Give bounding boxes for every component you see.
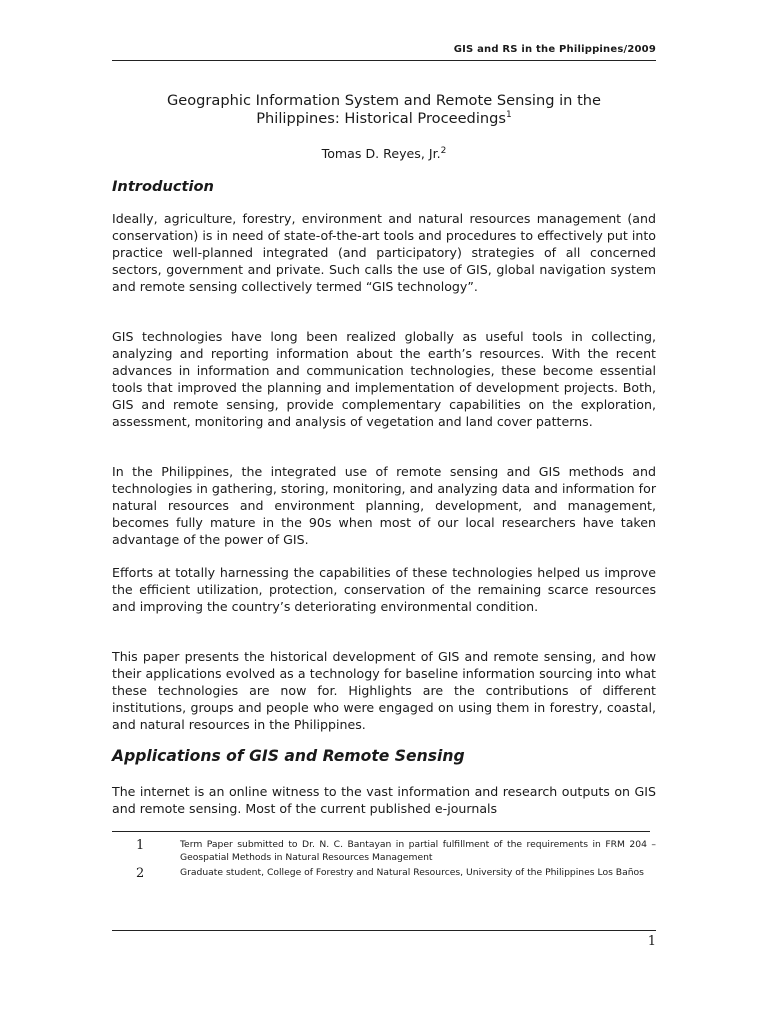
footnote-number: 2	[136, 866, 145, 881]
title-footnote-ref[interactable]: 1	[506, 110, 512, 121]
paragraph-4: Efforts at totally harnessing the capabilities of these technologies helped us improve the efficient utilization, protection, conservation of the remaining scarce resources and improving the country’s deteriorating environmental condition.	[112, 565, 656, 614]
paragraph-5: This paper presents the historical development of GIS and remote sensing, and how their applications evolved as a technology for baseline information sourcing into what these technologies are now for. Highlights are the contributions of different institutions, groups and people who were engaged on using them in forestry, coastal, and natural resources in the Philippines.	[112, 649, 656, 732]
footer-rule	[112, 930, 656, 931]
footnote-2	[112, 866, 656, 881]
author-name: Tomas D. Reyes, Jr.	[321, 146, 441, 161]
footnote-rule	[112, 831, 650, 832]
paper-title	[112, 92, 656, 128]
title-line-2	[112, 110, 656, 128]
author-footnote-ref[interactable]: 2	[440, 145, 447, 156]
paragraph-3: In the Philippines, the integrated use of remote sensing and GIS methods and technologies in gathering, storing, monitoring, and analyzing data and information for natural resources and environment planning, development, and management, becomes fully mature in the 90s when most of our local researchers have taken advantage of the power of GIS.	[112, 464, 656, 547]
author-line	[112, 146, 656, 161]
section-heading-applications: Applications of GIS and Remote Sensing	[112, 747, 465, 765]
footnote-number: 1	[136, 838, 145, 853]
header-rule	[112, 60, 656, 61]
paragraph-1: Ideally, agriculture, forestry, environment and natural resources management (and conservation) is in need of state-of-the-art tools and procedures to effectively put into practice well-planned integrated (and participatory) strategies of all concerned sectors, government and private. Such calls the use of GIS, global navigation system and remote sensing collectively termed “GIS technology”.	[112, 211, 656, 294]
running-header: GIS and RS in the Philippines/2009	[453, 44, 656, 55]
title-line-1: Geographic Information System and Remote Sensing in the	[166, 92, 602, 109]
title-line-2-text: Philippines: Historical Proceedings	[256, 110, 506, 127]
paragraph-6: The internet is an online witness to the vast information and research outputs on GIS and remote sensing. Most of the current published e-journals	[112, 784, 656, 816]
footnote-1	[112, 838, 656, 864]
footnote-text: Term Paper submitted to Dr. N. C. Bantayan in partial fulfillment of the requirements in FRM 204 – Geospatial Methods in Natural Resources Management	[180, 839, 656, 863]
footnote-text: Graduate student, College of Forestry and Natural Resources, University of the Philippines Los Baños	[180, 867, 644, 878]
paragraph-2: GIS technologies have long been realized globally as useful tools in collecting, analyzing and reporting information about the earth’s resources. With the recent advances in information and communication technologies, these become essential tools that improved the planning and implementation of development projects. Both, GIS and remote sensing, provide complementary capabilities on the exploration, assessment, monitoring and analysis of vegetation and land cover patterns.	[112, 329, 656, 429]
section-heading-introduction: Introduction	[112, 178, 214, 195]
page-number: 1	[647, 934, 656, 949]
